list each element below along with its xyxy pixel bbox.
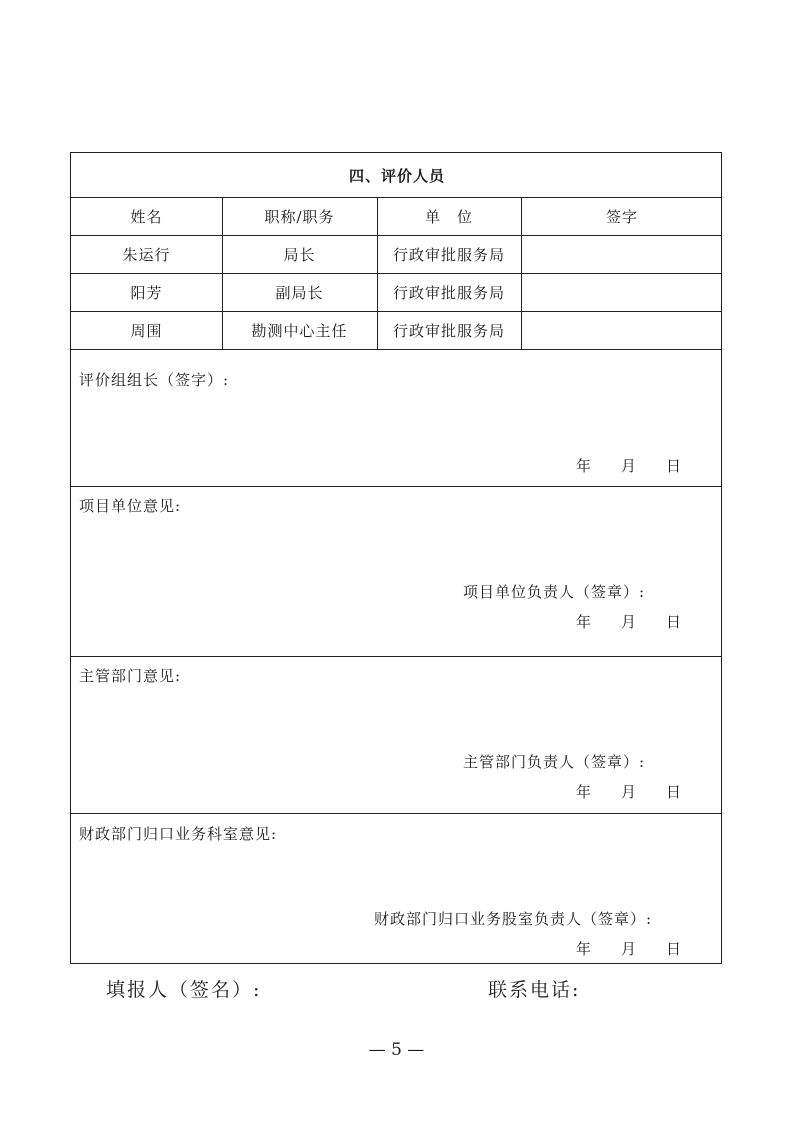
month-label: 月 xyxy=(621,613,637,631)
row-title: 副局长 xyxy=(275,283,324,302)
row-unit: 行政审批服务局 xyxy=(392,321,505,340)
header-title: 职称/职务 xyxy=(264,207,335,226)
divider xyxy=(71,486,721,487)
finance-date xyxy=(576,938,681,959)
leader-date xyxy=(576,455,681,476)
row-title: 局长 xyxy=(283,245,316,264)
row-unit: 行政审批服务局 xyxy=(392,245,505,264)
year-label: 年 xyxy=(576,940,592,958)
filler-signature-label: 填报人（签名）: xyxy=(106,979,262,1001)
contact-phone-label: 联系电话: xyxy=(488,979,581,1001)
page-number: — 5 — xyxy=(368,1040,425,1060)
row-name: 朱运行 xyxy=(122,245,171,264)
row-title: 勘测中心主任 xyxy=(251,321,348,340)
row-signature[interactable] xyxy=(521,311,723,349)
leader-sign-label: 评价组组长（签字）: xyxy=(79,371,230,389)
header-signature: 签字 xyxy=(605,207,638,226)
divider xyxy=(71,813,721,814)
department-opinion-label: 主管部门意见: xyxy=(79,667,182,685)
header-name: 姓名 xyxy=(130,207,163,226)
row-signature[interactable] xyxy=(521,235,723,273)
finance-signer-label: 财政部门归口业务股室负责人（签章）: xyxy=(374,910,653,928)
department-date xyxy=(576,781,681,802)
day-label: 日 xyxy=(666,940,682,958)
month-label: 月 xyxy=(621,940,637,958)
row-signature[interactable] xyxy=(521,273,723,311)
project-unit-opinion-label: 项目单位意见: xyxy=(79,497,182,515)
project-unit-date xyxy=(576,611,681,632)
day-label: 日 xyxy=(666,783,682,801)
year-label: 年 xyxy=(576,613,592,631)
day-label: 日 xyxy=(666,613,682,631)
divider xyxy=(71,349,721,350)
finance-opinion-label: 财政部门归口业务科室意见: xyxy=(79,825,278,843)
divider xyxy=(71,656,721,657)
year-label: 年 xyxy=(576,783,592,801)
month-label: 月 xyxy=(621,457,637,475)
section-title: 四、评价人员 xyxy=(348,166,445,185)
month-label: 月 xyxy=(621,783,637,801)
project-unit-signer-label: 项目单位负责人（签章）: xyxy=(463,583,646,601)
evaluation-form xyxy=(70,152,722,964)
row-name: 阳芳 xyxy=(130,283,163,302)
department-signer-label: 主管部门负责人（签章）: xyxy=(463,753,646,771)
year-label: 年 xyxy=(576,457,592,475)
day-label: 日 xyxy=(666,457,682,475)
header-unit: 单 位 xyxy=(424,207,473,226)
row-unit: 行政审批服务局 xyxy=(392,283,505,302)
row-name: 周围 xyxy=(130,321,163,340)
